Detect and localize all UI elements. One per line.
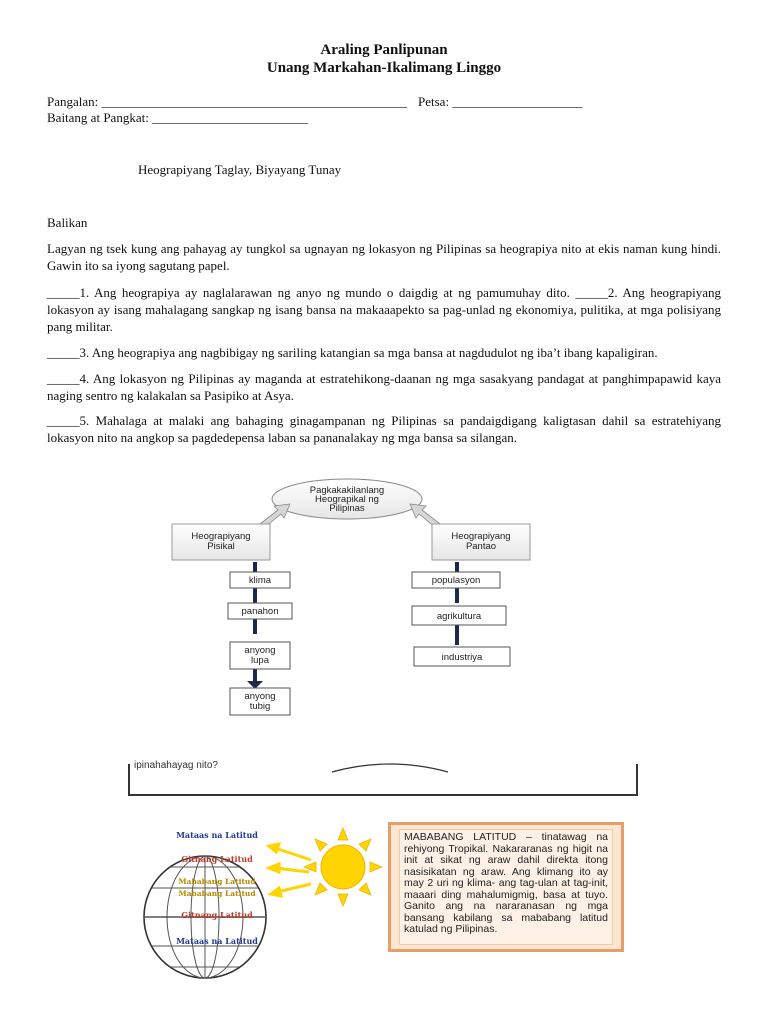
- item-5: _____5. Mahalaga at malaki ang bahaging ginagampanan ng Pilipinas sa pandaigdigang kaligtasan dahil sa estratehiyang lokasyon nito na angkop sa pagdedepensa laban sa pananalakay ng mga bansa sa silangan.: [47, 413, 721, 445]
- date-field: [418, 94, 582, 110]
- physical-line-2: Pisikal: [207, 541, 235, 552]
- agriculture-label: agrikultura: [436, 611, 482, 622]
- waterform-line-2: tubig: [249, 701, 271, 712]
- name-label: Pangalan:: [47, 94, 99, 109]
- cropped-arc: [330, 760, 450, 774]
- grade-label: Baitang at Pangkat:: [47, 110, 149, 125]
- sun-icon: [304, 828, 382, 906]
- climate-label: klima: [248, 575, 272, 586]
- low-latitude-bottom-label: Mababang Latitud: [178, 889, 256, 898]
- geography-concept-diagram: [150, 472, 550, 722]
- cropped-question: ipinahahayag nito?: [134, 760, 218, 771]
- name-field: [47, 94, 407, 110]
- sun-rays-arrows: [269, 844, 311, 896]
- mid-latitude-bottom-label: Gitnang Latitud: [181, 910, 253, 920]
- date-blank: ____________________: [452, 94, 583, 109]
- date-label: Petsa:: [418, 94, 450, 109]
- grade-field: [47, 110, 308, 126]
- section-title: Balikan: [47, 215, 88, 230]
- name-blank: _______________________________________________: [101, 94, 408, 109]
- grade-blank: ________________________: [152, 110, 309, 125]
- worksheet-title: Araling Panlipunan: [320, 42, 448, 58]
- infobox-text: MABABANG LATITUD – tinatawag na rehiyong Tropikal. Nakararanas ng higit na init at sikat ng araw dahil direkta itong nasisikatan ng araw. Ang klimang ito ay may 2 uri ng klima- ang tag-ulan at tag-init, maaari ding mahalumigmig, basa at tuyo. Ganito ang na nararanasan ng mga bansang kabilang sa mababang latitud katulad ng Pilipinas.: [399, 829, 613, 945]
- landform-line-1: anyong: [244, 645, 276, 656]
- physical-line-1: Heograpiyang: [191, 531, 251, 542]
- cropped-frame: [128, 760, 638, 796]
- human-line-2: Pantao: [465, 541, 497, 552]
- identity-line-3: Pilipinas: [329, 503, 365, 514]
- high-latitude-bottom-label: Mataas na Latitud: [176, 936, 258, 946]
- waterform-line-1: anyong: [244, 691, 276, 702]
- identity-line-2: Heograpikal ng: [315, 494, 379, 505]
- human-line-1: Heograpiyang: [451, 531, 511, 542]
- worksheet-subtitle: Unang Markahan-Ikalimang Linggo: [266, 60, 502, 76]
- landform-line-2: lupa: [251, 655, 269, 666]
- population-label: populasyon: [431, 575, 481, 586]
- low-latitude-infobox: [388, 822, 624, 952]
- mid-latitude-top-label: Gitnang Latitud: [181, 854, 253, 864]
- industry-label: industriya: [441, 652, 483, 663]
- item-4: _____4. Ang lokasyon ng Pilipinas ay maganda at estratehikong-daanan ng mga sasakyang pandagat at panghimpapawid kaya naging sentro ng kalakalan sa Pasipiko at Asya.: [47, 371, 721, 403]
- high-latitude-top-label: Mataas na Latitud: [176, 830, 258, 840]
- latitude-globe-figure: [143, 822, 383, 1012]
- identity-line-1: Pagkakakilanlang: [309, 485, 385, 496]
- low-latitude-top-label: Mababang Latitud: [178, 877, 256, 886]
- item-1-2: _____1. Ang heograpiya ay naglalarawan ng anyo ng mundo o daigdig at ng pamumuhay dito. _____2. Ang heograpiyang lokasyon ay isang mahalagang sangkap ng isang bansa na makaaapekto sa pag-unlad ng ekonomiya, pulitika, at mga polisiyang pang militar.: [47, 285, 721, 334]
- lesson-title: Heograpiyang Taglay, Biyayang Tunay: [138, 162, 342, 177]
- item-3: _____3. Ang heograpiya ang nagbibigay ng sariling katangian sa mga bansa at nagdudulot ng iba’t ibang kapaligiran.: [47, 345, 658, 360]
- instructions: Lagyan ng tsek kung ang pahayag ay tungkol sa ugnayan ng lokasyon ng Pilipinas sa heograpiya nito at ekis naman kung hindi. Gawin ito sa iyong sagutang papel.: [47, 241, 721, 273]
- weather-label: panahon: [241, 606, 279, 617]
